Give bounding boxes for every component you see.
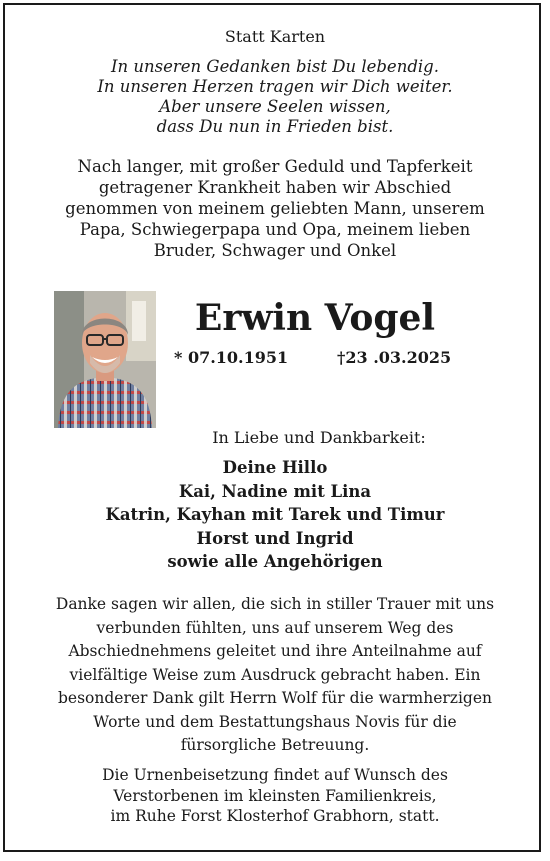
portrait-photo — [54, 291, 156, 428]
burial-line: Die Urnenbeisetzung findet auf Wunsch des — [102, 766, 448, 784]
family-list — [0, 456, 550, 574]
family-member: Katrin, Kayhan mit Tarek und Timur — [105, 505, 445, 524]
poem-line: dass Du nun in Frieden bist. — [156, 117, 394, 136]
burial-note — [0, 765, 550, 827]
birth-date: * 07.10.1951 — [174, 348, 289, 367]
thanks-line: vielfältige Weise zum Ausdruck gebracht haben. Ein — [69, 665, 481, 684]
intro-line: Papa, Schwiegerpapa und Opa, meinem lieben — [79, 220, 471, 239]
thanks-line: Worte und dem Bestattungshaus Novis für die — [93, 712, 457, 731]
poem-line: In unseren Gedanken bist Du lebendig. — [111, 57, 439, 76]
intro-line: Bruder, Schwager und Onkel — [153, 241, 397, 260]
family-member: Deine Hillo — [222, 458, 328, 477]
poem-line: Aber unsere Seelen wissen, — [159, 97, 391, 116]
burial-line: im Ruhe Forst Klosterhof Grabhorn, statt. — [110, 807, 440, 825]
intro-line: Nach langer, mit großer Geduld und Tapferkeit — [77, 157, 473, 176]
intro-text — [0, 156, 550, 261]
thanks-line: Abschiednehmens geleitet und ihre Anteilnahme auf — [68, 642, 482, 660]
thanks-text — [0, 593, 550, 758]
family-member: Kai, Nadine mit Lina — [178, 481, 372, 501]
thanks-line: fürsorgliche Betreuung. — [180, 736, 370, 754]
closing-phrase: In Liebe und Dankbarkeit: — [212, 428, 426, 447]
memorial-poem — [0, 57, 550, 137]
intro-line: genommen von meinem geliebten Mann, unserem — [65, 199, 485, 218]
death-date: †23 .03.2025 — [337, 348, 452, 367]
deceased-name: Erwin Vogel — [194, 297, 436, 339]
thanks-line: verbunden fühlten, uns auf unserem Weg des — [96, 618, 454, 637]
family-member: sowie alle Angehörigen — [167, 552, 383, 571]
family-member: Horst und Ingrid — [196, 528, 354, 548]
poem-line: In unseren Herzen tragen wir Dich weiter. — [97, 77, 453, 96]
notice-heading: Statt Karten — [224, 27, 326, 46]
thanks-line: Danke sagen wir allen, die sich in stiller Trauer mit uns — [55, 595, 495, 613]
intro-line: getragener Krankheit haben wir Abschied — [98, 178, 452, 197]
portrait-illustration — [54, 291, 156, 428]
thanks-line: besonderer Dank gilt Herrn Wolf für die warmherzigen — [57, 689, 492, 707]
burial-line: Verstorbenen im kleinsten Familienkreis, — [113, 786, 437, 805]
